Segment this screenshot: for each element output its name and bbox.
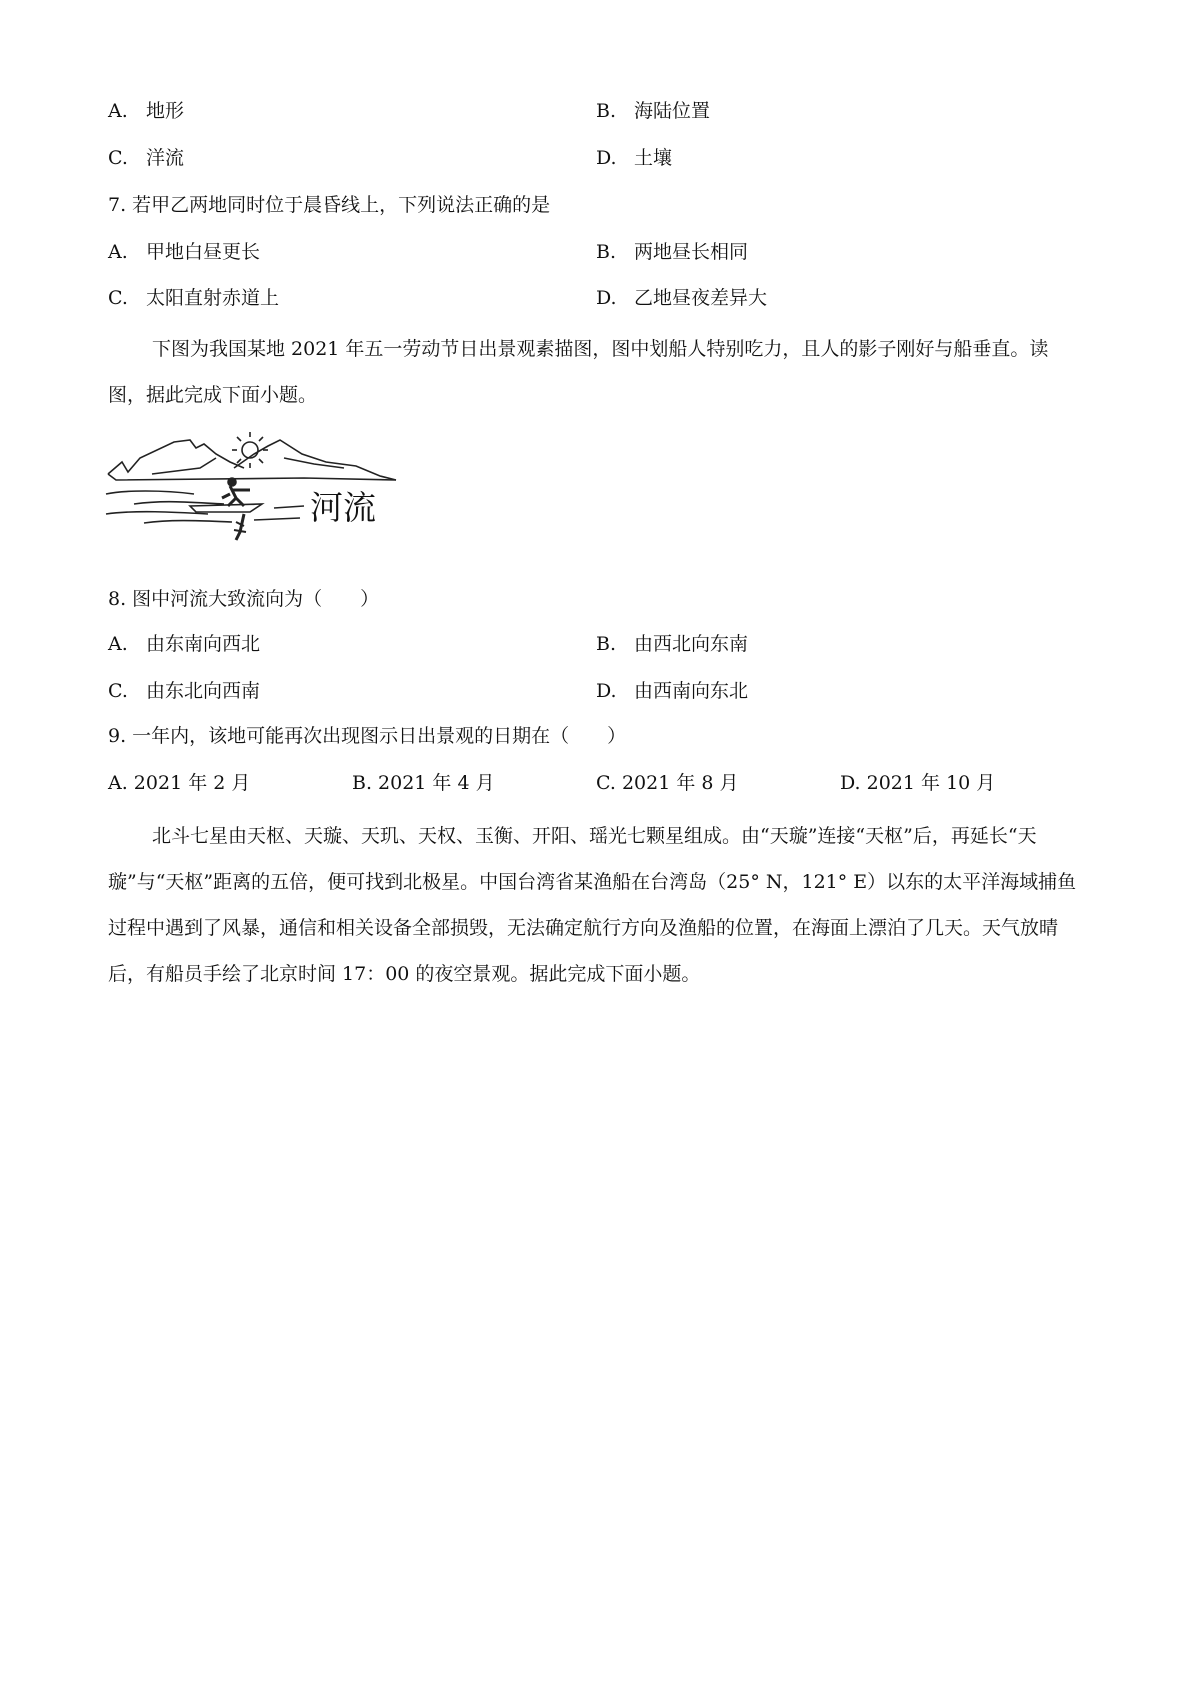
q6-options-row-2 [108,143,1088,173]
water-line [106,512,208,514]
water-line [144,521,232,523]
rower-head [228,478,236,486]
option-b: B. 两地昼长相同 [596,241,749,263]
option-c: C. 2021 年 8 月 [596,772,739,794]
option-a: A. 地形 [108,100,185,122]
option-d: D. 由西南向东北 [596,680,749,702]
option-b: B. 海陆位置 [596,100,711,122]
q6-options-row-1 [108,96,1088,126]
option-c: C. 由东北向西南 [108,680,261,702]
water-line [134,502,224,504]
option-b: B. 由西北向东南 [596,633,749,655]
horizon-line [108,474,396,480]
passage-sunrise: 下图为我国某地 2021 年五一劳动节日出景观素描图，图中划船人特别吃力，且人的影子刚好与船垂直。读图，据此完成下面小题。 [108,338,1049,406]
q7-options-row-2 [108,283,1088,313]
sunrise-sketch [104,428,434,558]
boat-icon [190,504,262,512]
q8-options-row-1 [108,629,1088,659]
passage-big-dipper: 北斗七星由天枢、天璇、天玑、天权、玉衡、开阳、瑶光七颗星组成。由“天璇”连接“天枢”后，再延长“天璇”与“天枢”距离的五倍，便可找到北极星。中国台湾省某渔船在台湾岛（25° N，121° E）以东的太平洋海域捕鱼过程中遇到了风暴，通信和相关设备全部损毁，无法确定航行方向及渔船的位置，在海面上漂泊了几天。天气放晴后，有船员手绘了北京时间 17：00 的夜空景观。据此完成下面小题。 [108,825,1077,985]
question-7-stem: 7. 若甲乙两地同时位于晨昏线上，下列说法正确的是 [108,194,551,216]
option-d: D. 2021 年 10 月 [840,772,996,794]
mountain-inner-left [152,458,216,474]
option-c: C. 洋流 [108,147,185,169]
water-line [254,518,300,520]
sun-icon [242,442,258,458]
option-a: A. 2021 年 2 月 [108,772,251,794]
river-label: 河流 [310,488,376,527]
sunrise-sketch-drawing [104,428,434,558]
option-a: A. 甲地白昼更长 [108,241,261,263]
water-line [106,491,194,494]
question-8-stem: 8. 图中河流大致流向为（ ） [108,588,380,610]
option-d: D. 乙地昼夜差异大 [596,287,768,309]
mountain-left [108,440,244,474]
water-line [274,506,304,508]
option-c: C. 太阳直射赤道上 [108,287,280,309]
mountain-right [234,440,396,480]
option-a: A. 由东南向西北 [108,633,261,655]
q8-options-row-2 [108,676,1088,706]
option-d: D. 土壤 [596,147,673,169]
q7-options-row-1 [108,237,1088,267]
question-9-stem: 9. 一年内，该地可能再次出现图示日出景观的日期在（ ） [108,725,627,747]
q9-options-row [108,768,1088,798]
oar-icon [236,514,244,540]
option-b: B. 2021 年 4 月 [352,772,495,794]
rower-icon [222,486,250,506]
